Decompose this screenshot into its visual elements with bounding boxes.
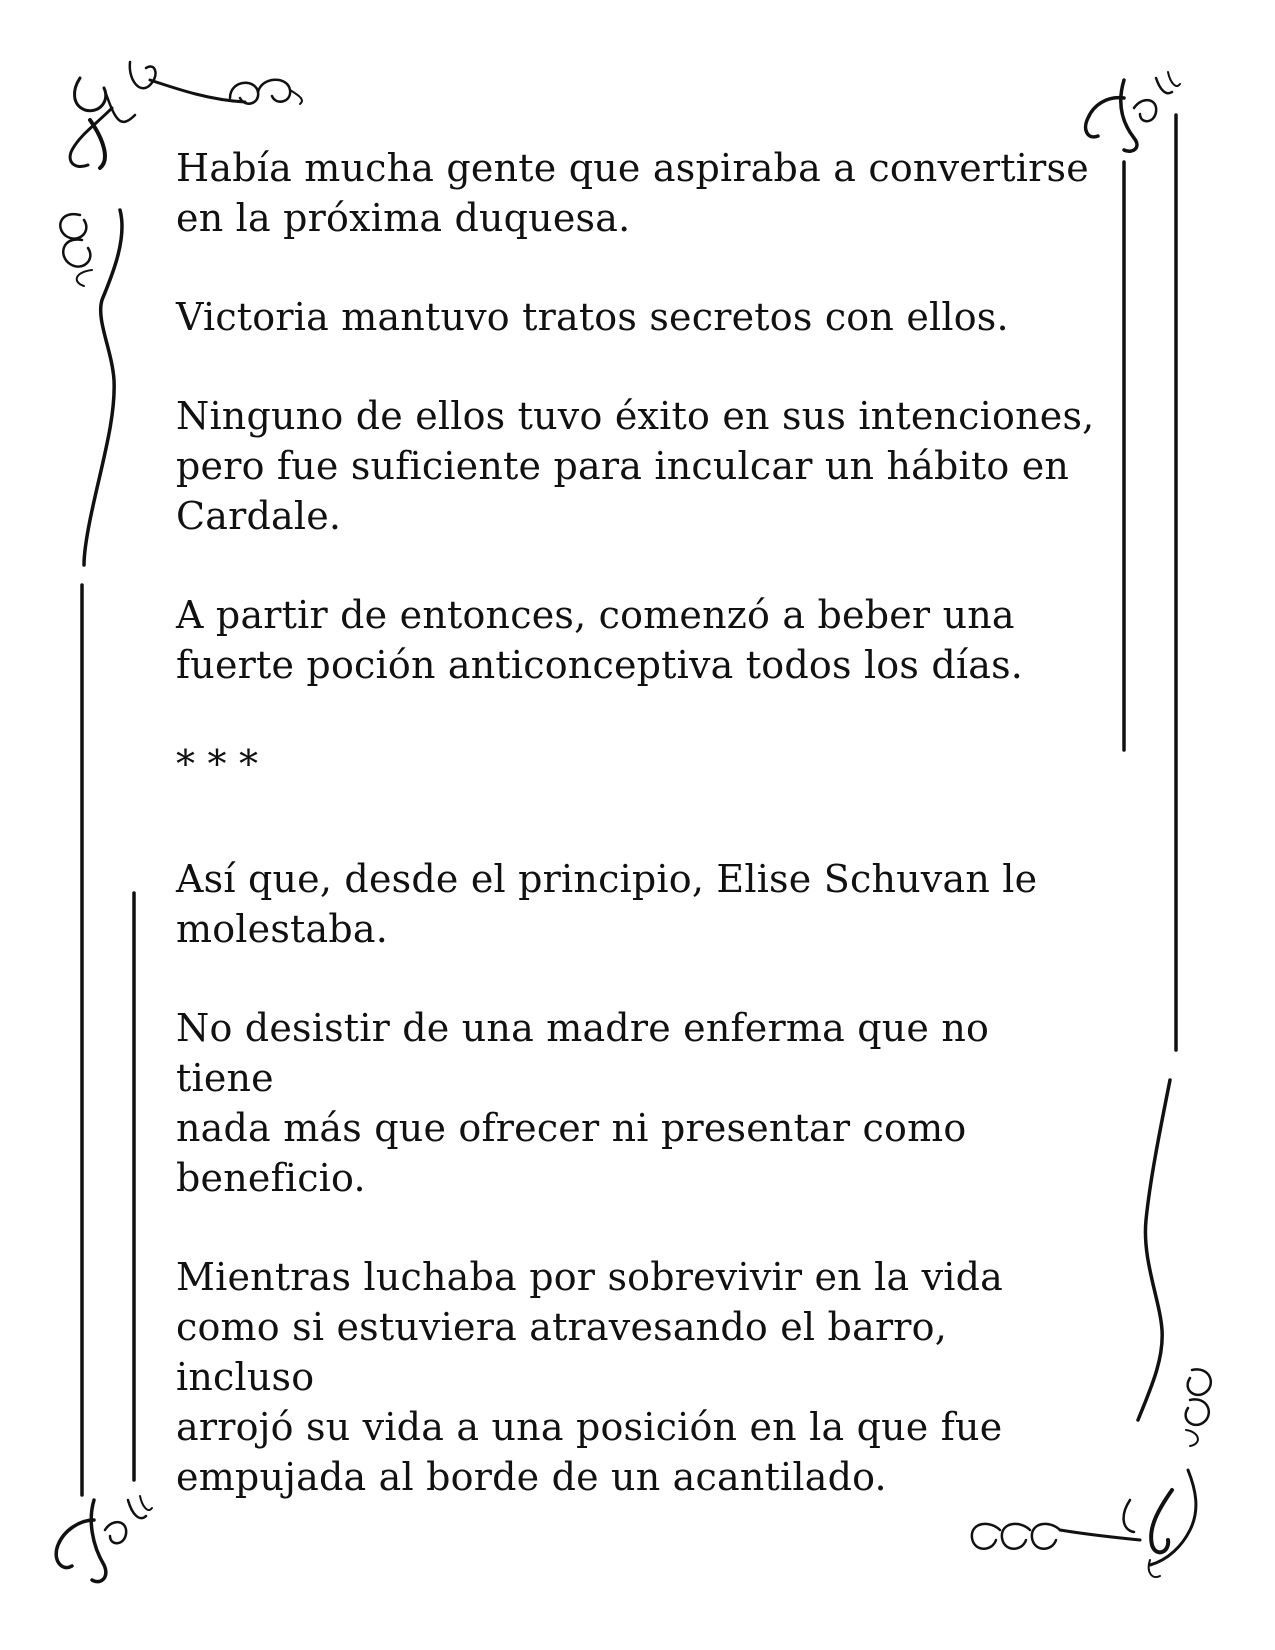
paragraph-5: Así que, desde el principio, Elise Schuvan le molestaba. xyxy=(176,857,1038,951)
flourish-bottom-left-icon xyxy=(56,1496,152,1582)
paragraph-6: No desistir de una madre enferma que no tiene nada más que ofrecer ni presentar como beneficio. xyxy=(176,1006,990,1200)
document-body xyxy=(176,143,1096,1551)
flourish-top-right-icon xyxy=(1086,72,1180,151)
paragraph-1: Había mucha gente que aspiraba a convertirse en la próxima duquesa. xyxy=(176,146,1089,240)
paragraph-7: Mientras luchaba por sobrevivir en la vida como si estuviera atravesando el barro, incluso arrojó su vida a una posición en la que fue empujada al borde de un acantilado. xyxy=(176,1255,1004,1499)
paragraph-4: A partir de entonces, comenzó a beber una fuerte poción anticonceptiva todos los días. xyxy=(176,593,1024,687)
paragraph-3: Ninguno de ellos tuvo éxito en sus intenciones, pero fue suficiente para inculcar un hábito en Cardale. xyxy=(176,394,1095,538)
paragraph-2: Victoria mantuvo tratos secretos con ellos. xyxy=(176,295,1009,339)
scene-separator: * * * xyxy=(176,742,259,786)
